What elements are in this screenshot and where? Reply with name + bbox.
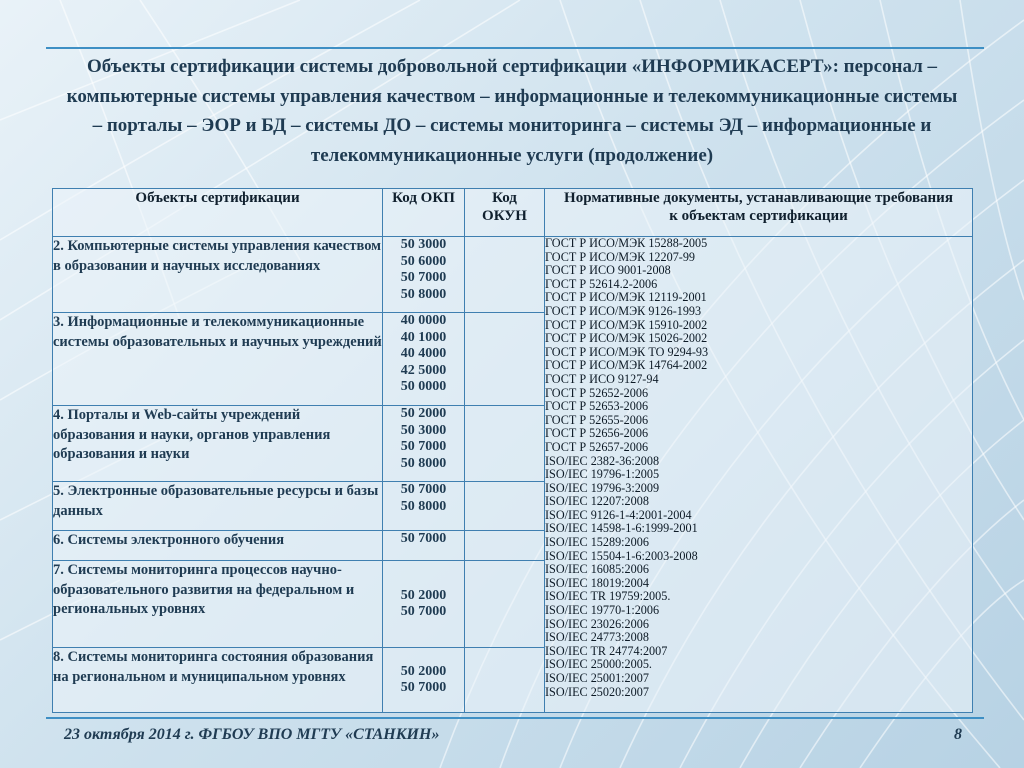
table-header-row [53, 189, 973, 237]
document-item: ГОСТ Р 52652-2006 [545, 385, 649, 400]
row-okun-code [465, 531, 545, 561]
document-item: ГОСТ Р ИСО/МЭК 14764-2002 [545, 358, 708, 373]
row-okp-codes [383, 531, 465, 561]
okp-code: 50 3000 [400, 237, 447, 252]
document-item: ISO/IEC 15504-1-6:2003-2008 [545, 548, 698, 563]
document-item: ISO/IEC 16085:2006 [545, 562, 649, 577]
top-divider [46, 47, 984, 49]
row-object: 7. Системы мониторинга процессов научно-образовательного развития на федеральном и региональных уровнях [53, 561, 383, 648]
document-item: ISO/IEC 12207:2008 [545, 494, 649, 509]
okp-code: 50 7000 [400, 439, 447, 454]
document-item: ISO/IEC 15289:2006 [545, 535, 649, 550]
okp-code: 50 7000 [400, 604, 447, 619]
okp-code: 50 6000 [400, 253, 447, 269]
okp-code: 50 0000 [400, 379, 447, 394]
row-okp-codes [383, 482, 465, 531]
okp-code: 50 7000 [400, 531, 447, 546]
row-okp-codes [383, 648, 465, 713]
row-okp-codes [383, 237, 465, 313]
row-object: 6. Системы электронного обучения [53, 531, 383, 561]
okp-code: 50 8000 [400, 498, 447, 514]
row-object: 4. Порталы и Web-сайты учреждений образования и науки, органов управления образования и науки [53, 406, 383, 482]
document-item: ГОСТ Р ИСО/МЭК 15026-2002 [545, 331, 708, 346]
document-item: ISO/IEC 9126-1-4:2001-2004 [545, 507, 692, 522]
row-okun-code [465, 237, 545, 313]
document-item: ISO/IEC TR 19759:2005. [545, 589, 671, 604]
row-okun-code [465, 406, 545, 482]
certification-table [52, 188, 973, 713]
document-item: ГОСТ Р ИСО/МЭК 15910-2002 [545, 317, 708, 332]
row-okp-codes [383, 313, 465, 406]
okp-code: 50 2000 [400, 406, 447, 421]
document-item: ГОСТ Р ИСО/МЭК 12119-2001 [545, 290, 707, 305]
row-object: 8. Системы мониторинга состояния образования на региональном и муниципальном уровнях [53, 648, 383, 713]
table-row [53, 237, 973, 313]
document-item: ISO/IEC TR 24774:2007 [545, 643, 668, 658]
document-item: ГОСТ Р ИСО/МЭК 15288-2005 [545, 236, 708, 250]
document-item: ГОСТ Р ИСО 9127-94 [545, 371, 659, 386]
row-okun-code [465, 648, 545, 713]
row-okp-codes [383, 561, 465, 648]
okp-code: 50 8000 [400, 455, 447, 471]
document-item: ISO/IEC 2382-36:2008 [545, 453, 660, 468]
okp-code: 42 5000 [400, 362, 447, 378]
header-documents: Нормативные документы, устанавливающие требования к объектам сертификации [545, 189, 973, 237]
row-okun-code [465, 482, 545, 531]
okp-code: 40 0000 [400, 313, 447, 328]
okp-code: 50 8000 [400, 286, 447, 302]
okp-code: 50 3000 [400, 422, 447, 438]
header-okp: Код ОКП [383, 189, 465, 237]
header-objects: Объекты сертификации [53, 189, 383, 237]
document-item: ГОСТ Р ИСО/МЭК 9126-1993 [545, 303, 702, 318]
okp-code: 40 4000 [400, 346, 447, 361]
bottom-divider [46, 717, 984, 719]
row-okp-codes [383, 406, 465, 482]
document-item: ГОСТ Р ИСО/МЭК 12207-99 [545, 249, 696, 264]
document-item: ISO/IEC 18019:2004 [545, 575, 649, 590]
document-item: ГОСТ Р 52655-2006 [545, 412, 649, 427]
okp-code: 50 7000 [400, 482, 447, 497]
document-item: ISO/IEC 19796-3:2009 [545, 480, 660, 495]
document-item: ISO/IEC 25000:2005. [545, 657, 652, 672]
okp-code: 50 7000 [400, 680, 447, 695]
document-item: ГОСТ Р 52657-2006 [545, 439, 649, 454]
document-item: ГОСТ Р 52656-2006 [545, 426, 649, 441]
row-okun-code [465, 313, 545, 406]
okp-code: 50 7000 [400, 270, 447, 285]
okp-code: 40 1000 [400, 329, 447, 345]
document-item: ГОСТ Р ИСО/МЭК ТО 9294-93 [545, 344, 709, 359]
document-item: ISO/IEC 25020:2007 [545, 684, 649, 699]
document-item: ISO/IEC 24773:2008 [545, 630, 649, 645]
document-item: ISO/IEC 19770-1:2006 [545, 603, 660, 618]
row-object: 2. Компьютерные системы управления качеством в образовании и научных исследованиях [53, 237, 383, 313]
row-object: 3. Информационные и телекоммуникационные системы образовательных и научных учреждений [53, 313, 383, 406]
footer-date-organization: 23 октября 2014 г. ФГБОУ ВПО МГТУ «СТАНКИН» [64, 726, 440, 743]
slide-title: Объекты сертификации системы добровольной сертификации «ИНФОРМИКАСЕРТ»: персонал – компьютерные системы управления качеством – информационные и телекоммуникационные системы – порталы – ЭОР и БД – системы ДО – системы мониторинга – системы ЭД – информационные и телекоммуникационные услуги (продолжение) [66, 56, 958, 166]
document-item: ISO/IEC 14598-1-6:1999-2001 [545, 521, 698, 536]
document-item: ISO/IEC 23026:2006 [545, 616, 649, 631]
row-okun-code [465, 561, 545, 648]
page-number: 8 [954, 726, 962, 743]
document-item: ГОСТ Р 52614.2-2006 [545, 276, 658, 291]
document-item: ГОСТ Р 52653-2006 [545, 399, 649, 414]
okp-code: 50 2000 [400, 663, 447, 679]
document-item: ISO/IEC 19796-1:2005 [545, 467, 660, 482]
normative-documents-list [545, 237, 973, 713]
document-item: ГОСТ Р ИСО 9001-2008 [545, 263, 671, 278]
okp-code: 50 2000 [400, 587, 447, 603]
row-object: 5. Электронные образовательные ресурсы и базы данных [53, 482, 383, 531]
header-okun: Код ОКУН [465, 189, 545, 237]
document-item: ISO/IEC 25001:2007 [545, 671, 649, 685]
